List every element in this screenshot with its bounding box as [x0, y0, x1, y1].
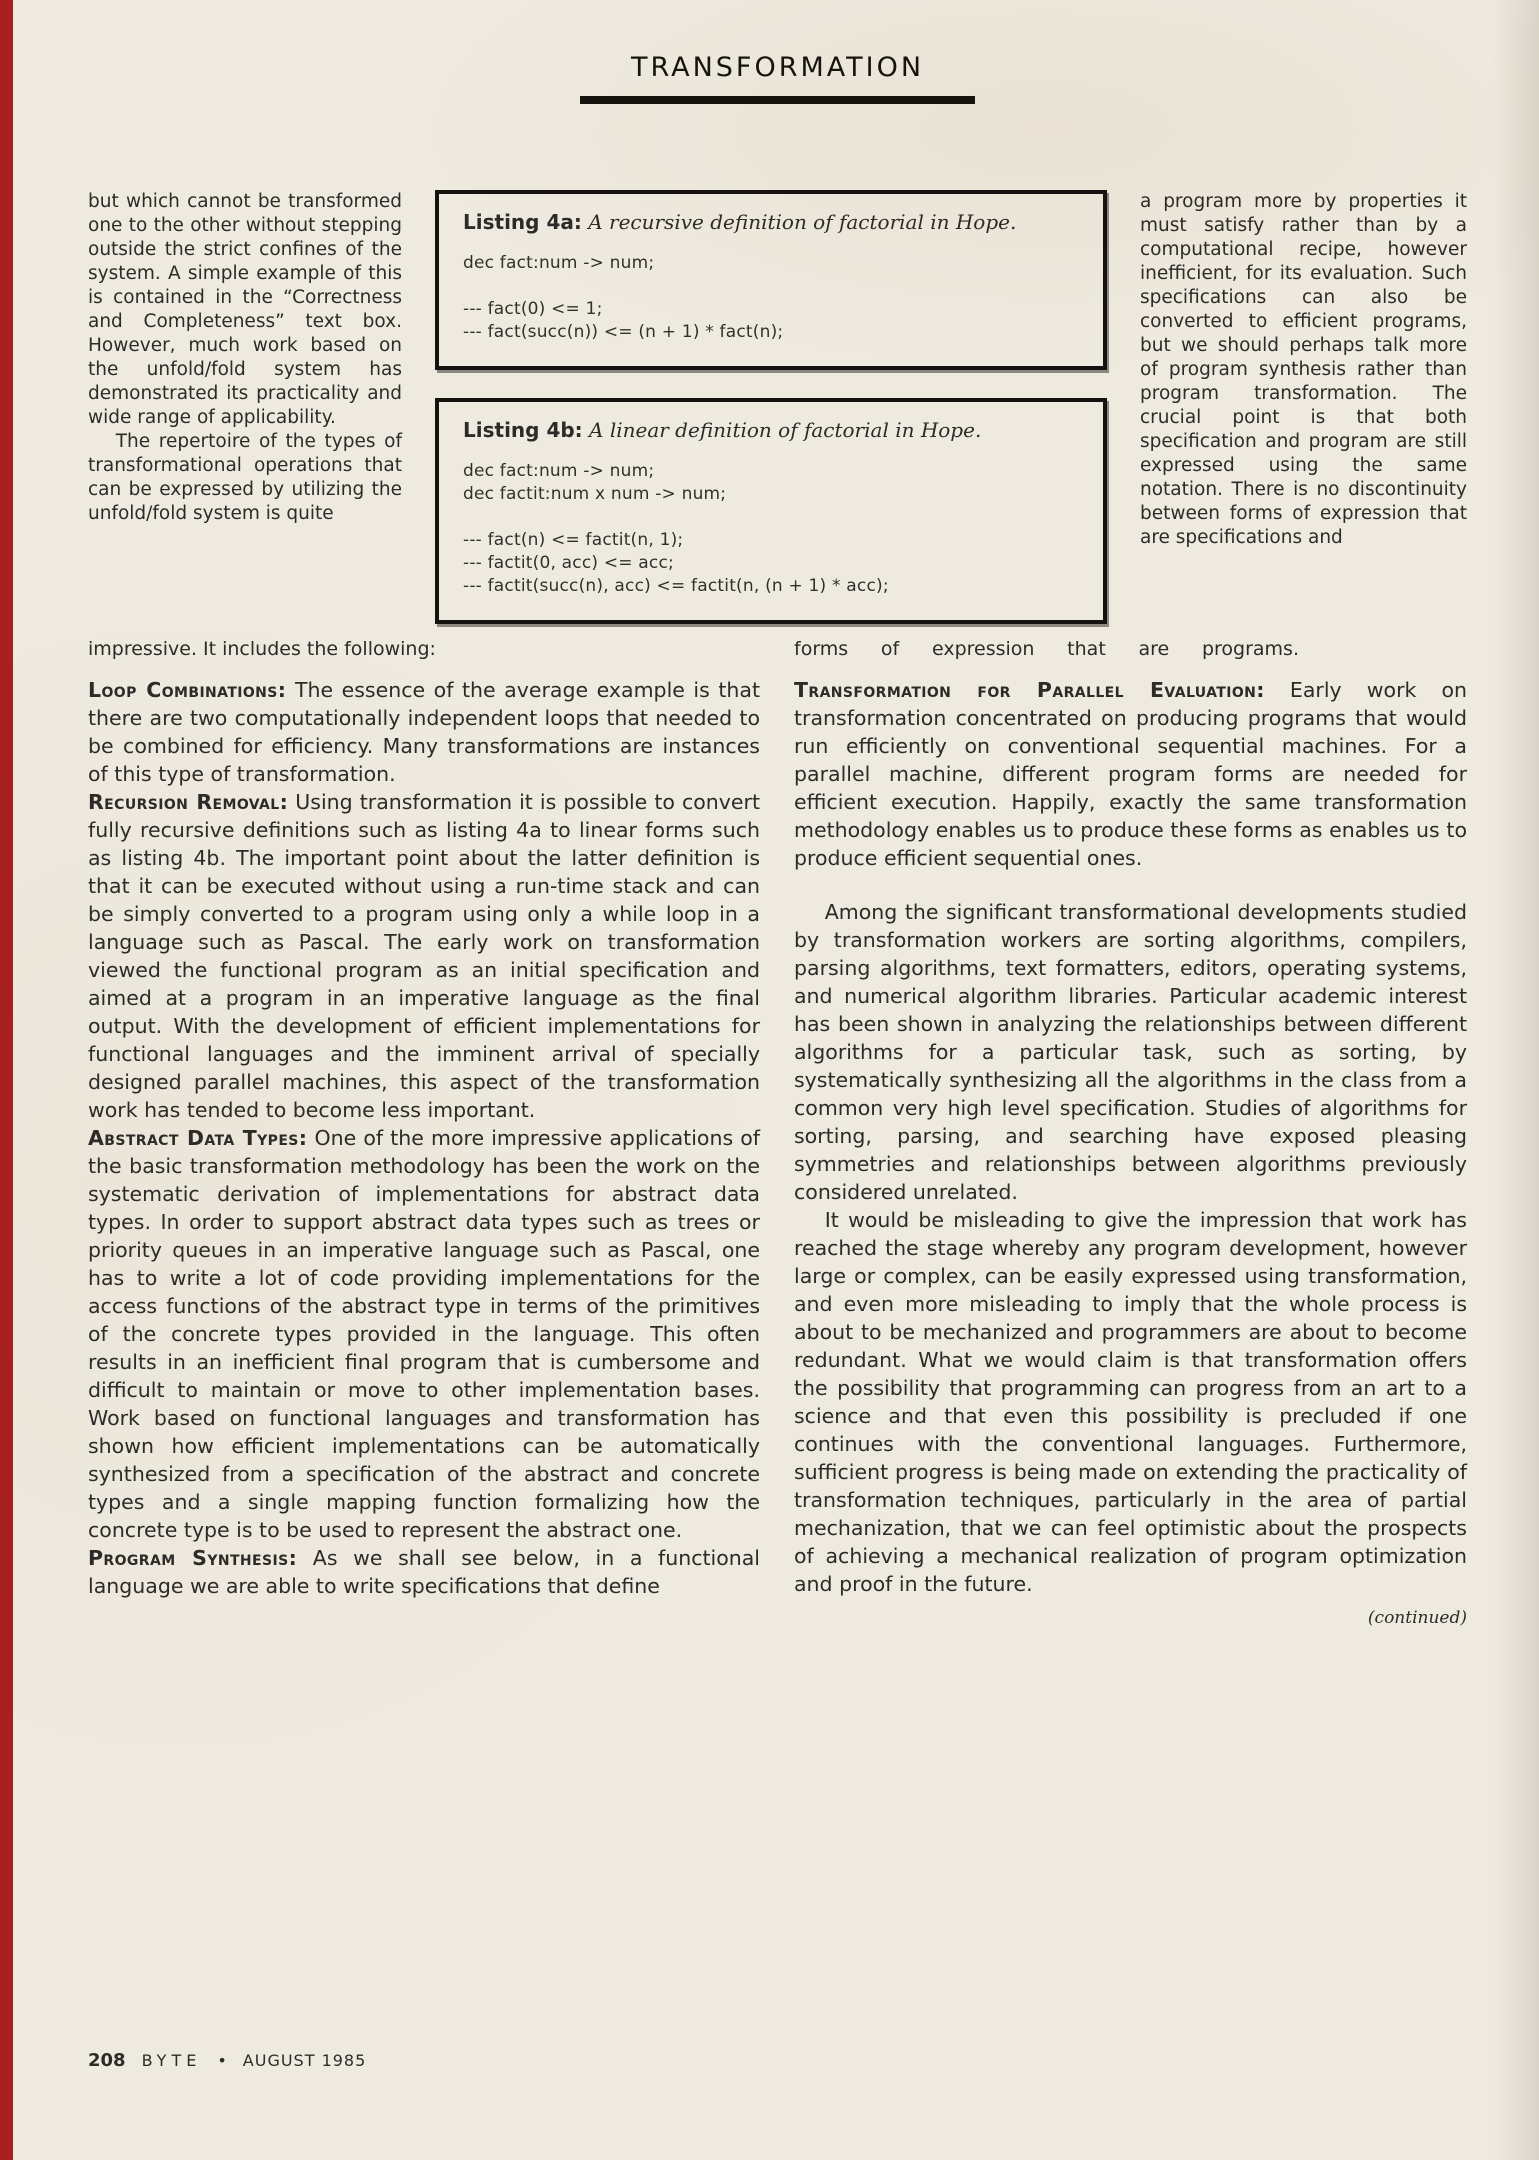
- listing-4a: [435, 190, 1107, 370]
- title-rule: [580, 96, 975, 104]
- paragraph-text: One of the more impressive applications of the basic transformation methodology has been the work on the systematic derivation of implementations for abstract data types. In order to support abstract data types such as trees or priority queues in an imperative language such as Pascal, one has to write a lot of code providing implementations for the access functions of the abstract type in terms of the primitives of the concrete types provided in the language. This often results in an inefficient final program that is cumbersome and difficult to maintain or move to other implementation bases. Work based on functional languages and transformation has shown how efficient implementations can be automatically synthesized from a specification of the abstract and concrete types and a single mapping function formalizing how the concrete type is to be used to represent the abstract one.: [88, 1126, 761, 1542]
- listing-caption: [463, 210, 1079, 234]
- magazine-page: [88, 0, 1467, 1628]
- listing-label: Listing 4a:: [463, 210, 582, 234]
- body-paragraph: The repertoire of the types of transformational operations that can be expressed by utilizing the unfold/fold system is quite: [88, 431, 402, 524]
- left-column-continuation: impressive. It includes the following:: [88, 638, 436, 660]
- body-paragraph: a program more by properties it must satisfy rather than by a computational recipe, however inefficient, for its evaluation. Such specifications can also be converted to efficient programs, but we should perhaps talk more of program synthesis rather than program transformation. The crucial point is that both specification and program are still expressed using the same notation. There is no discontinuity between forms of expression that are specifications and: [1140, 191, 1467, 548]
- main-right-column: [794, 676, 1467, 1628]
- body-paragraph: [88, 676, 760, 788]
- right-column-continuation: forms of expression that are programs.: [794, 638, 1299, 660]
- magazine-brand: BYTE: [141, 2051, 202, 2070]
- page-edge-strip: [0, 0, 13, 2160]
- code-line: dec factit:num x num -> num;: [463, 484, 727, 504]
- code-line: --- fact(0) <= 1;: [463, 299, 603, 319]
- code-declarations: [463, 252, 1079, 275]
- footer-separator: •: [217, 2051, 227, 2070]
- page-footer: [88, 2050, 366, 2071]
- body-paragraph: [794, 676, 1467, 872]
- listing-code: [463, 460, 1079, 598]
- code-declarations: [463, 460, 1079, 506]
- listing-title: A recursive definition of factorial in Hope.: [588, 210, 1017, 234]
- run-in-heading: Loop Combinations:: [88, 678, 287, 702]
- code-line: dec fact:num -> num;: [463, 461, 655, 481]
- listings-column: [435, 190, 1107, 624]
- main-body: [88, 676, 1467, 1628]
- paragraph-text: It would be misleading to give the impression that work has reached the stage whereby any program development, however large or complex, can be easily expressed using transformation, and even more misleading to imply that the whole process is about to be mechanized and programmers are about to become redundant. What we would claim is that transformation offers the possibility that programming can progress from an art to a science and that even this possibility is precluded if one continues with the conventional languages. Furthermore, sufficient progress is being made on extending the practicality of transformation techniques, particularly in the area of partial mechanization, that we can feel optimistic about the prospects of achieving a mechanical realization of program optimization and proof in the future.: [794, 1208, 1467, 1596]
- body-paragraph: [88, 1544, 760, 1600]
- code-line: dec fact:num -> num;: [463, 253, 655, 273]
- paragraph-text: The essence of the average example is that there are two computationally independent loops that needed to be combined for efficiency. Many transformations are instances of this type of transformation.: [88, 678, 760, 786]
- body-paragraph: but which cannot be transformed one to the other without stepping outside the strict confines of the system. A simple example of this is contained in the “Correctness and Completeness” text box. However, much work based on the unfold/fold system has demonstrated its practicality and wide range of applicability.: [88, 191, 402, 428]
- continued-note: (continued): [1367, 1608, 1467, 1628]
- page-header: [88, 0, 1467, 104]
- run-in-heading: Abstract Data Types:: [88, 1126, 308, 1150]
- code-line: --- fact(n) <= factit(n, 1);: [463, 530, 684, 550]
- page-number: 208: [88, 2050, 126, 2071]
- column-bridge: [88, 636, 1467, 662]
- top-section: [88, 190, 1467, 624]
- body-paragraph: [88, 788, 760, 1124]
- top-left-column: [88, 190, 402, 624]
- code-line: --- factit(succ(n), acc) <= factit(n, (n + 1) * acc);: [463, 576, 889, 596]
- main-left-column: [88, 676, 760, 1628]
- listing-4b: [435, 398, 1107, 624]
- paragraph-text: Early work on transformation concentrated on producing programs that would run efficiently on conventional sequential machines. For a parallel machine, different program forms are needed for efficient execution. Happily, exactly the same transformation methodology enables us to produce these forms as enables us to produce efficient sequential ones.: [794, 678, 1467, 870]
- body-paragraph: [794, 898, 1467, 1206]
- run-in-heading: Program Synthesis:: [88, 1546, 298, 1570]
- code-line: --- factit(0, acc) <= acc;: [463, 553, 674, 573]
- top-right-column: [1140, 190, 1467, 624]
- code-equations: [463, 529, 1079, 598]
- listing-title: A linear definition of factorial in Hope.: [589, 418, 982, 442]
- listing-label: Listing 4b:: [463, 418, 583, 442]
- body-paragraph: [794, 1206, 1467, 1598]
- article-title: TRANSFORMATION: [630, 52, 925, 83]
- listing-caption: [463, 418, 1079, 442]
- run-in-heading: Recursion Removal:: [88, 790, 289, 814]
- run-in-heading: Transformation for Parallel Evaluation:: [794, 678, 1265, 702]
- paragraph-text: Using transformation it is possible to convert fully recursive definitions such as listing 4a to linear forms such as listing 4b. The important point about the latter definition is that it can be executed without using a run-time stack and can be simply converted to a program using only a while loop in a language such as Pascal. The early work on transformation viewed the functional program as an initial specification and aimed at a program in an imperative language as the final output. With the development of efficient implementations for functional languages and the imminent arrival of specially designed parallel machines, this aspect of the transformation work has tended to become less important.: [88, 790, 760, 1122]
- paragraph-text: As we shall see below, in a functional language we are able to write specifications that define: [88, 1546, 760, 1598]
- code-line: --- fact(succ(n)) <= (n + 1) * fact(n);: [463, 322, 784, 342]
- listing-code: [463, 252, 1079, 344]
- code-equations: [463, 298, 1079, 344]
- magazine-issue: AUGUST 1985: [242, 2051, 367, 2070]
- body-paragraph: [88, 1124, 760, 1544]
- paragraph-text: Among the significant transformational developments studied by transformation workers are sorting algorithms, compilers, parsing algorithms, text formatters, editors, operating systems, and numerical algorithm libraries. Particular academic interest has been shown in analyzing the relationships between different algorithms for a particular task, such as sorting, by systematically synthesizing all the algorithms in the class from a common very high level specification. Studies of algorithms for sorting, parsing, and searching have exposed pleasing symmetries and relationships between algorithms previously considered unrelated.: [794, 900, 1467, 1204]
